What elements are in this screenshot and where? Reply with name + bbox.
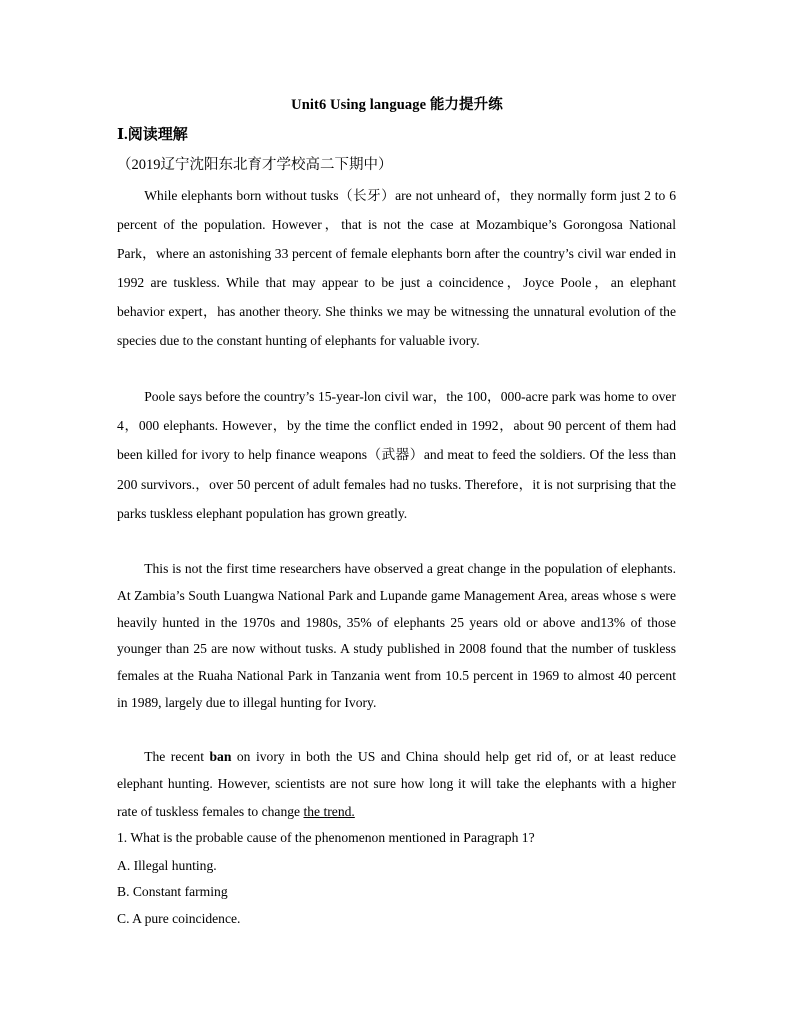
- passage-paragraph-4: [117, 743, 676, 825]
- question-1-stem: 1. What is the probable cause of the phenomenon mentioned in Paragraph 1?: [117, 830, 535, 845]
- question-1-option-a: A. Illegal hunting.: [117, 858, 217, 873]
- paragraph-text: While elephants born without tusks（长牙）are not unheard of，they normally form just 2 to 6 percent of the population. However，that is not the case at Mozambique’s Gorongosa National Park，where an astonishing 33 percent of female elephants born after the country’s civil war ended in 1992 are tuskless. While that may appear to be just a coincidence，Joyce Poole，an elephant behavior expert，has another theory. She thinks we may be witnessing the unnatural evolution of the species due to the constant hunting of elephants for valuable ivory.: [117, 188, 676, 348]
- passage-source: （2019辽宁沈阳东北育才学校高二下期中）: [117, 157, 393, 173]
- question-1-option-b: B. Constant farming: [117, 884, 228, 899]
- passage-paragraph-2: [117, 382, 676, 528]
- question-1-option-c: C. A pure coincidence.: [117, 911, 241, 926]
- underlined-phrase: the trend.: [303, 803, 355, 819]
- paragraph-text-start: The recent: [144, 749, 210, 764]
- paragraph-text: Poole says before the country’s 15-year-lon civil war，the 100，000-acre park was home to over 4，000 elephants. However，by the time the conflict ended in 1992，about 90 percent of them had been killed for ivory to help finance weapons（武器）and meat to feed the soldiers. Of the less than 200 survivors.，over 50 percent of adult females had no tusks. Therefore，it is not surprising that the parks tuskless elephant population has grown greatly.: [117, 389, 676, 521]
- passage-paragraph-3: [117, 556, 676, 717]
- passage-paragraph-1: [117, 181, 676, 355]
- paragraph-text: This is not the first time researchers have observed a great change in the population of elephants. At Zambia’s South Luangwa National Park and Lupande game Management Area, areas whose s were heavily hunted in the 1970s and 1980s, 35% of elephants 25 years old or above and13% of those younger than 25 are now without tusks. A study published in 2008 found that the number of tuskless females at the Ruaha National Park in Tanzania went from 10.5 percent in 1969 to almost 40 percent in 1989, largely due to illegal hunting for Ivory.: [117, 561, 676, 710]
- paragraph-text-middle: on ivory in both the US and China should help get rid of, or at least reduce elephant hunting. However, scientists are not sure how long it will take the elephants with a higher rate of tuskless females to change: [117, 749, 676, 819]
- document-title: Unit6 Using language 能力提升练: [291, 97, 503, 113]
- section-heading: Ⅰ.阅读理解: [117, 127, 188, 143]
- bold-word-ban: ban: [209, 749, 232, 764]
- paragraph-text: [117, 743, 676, 825]
